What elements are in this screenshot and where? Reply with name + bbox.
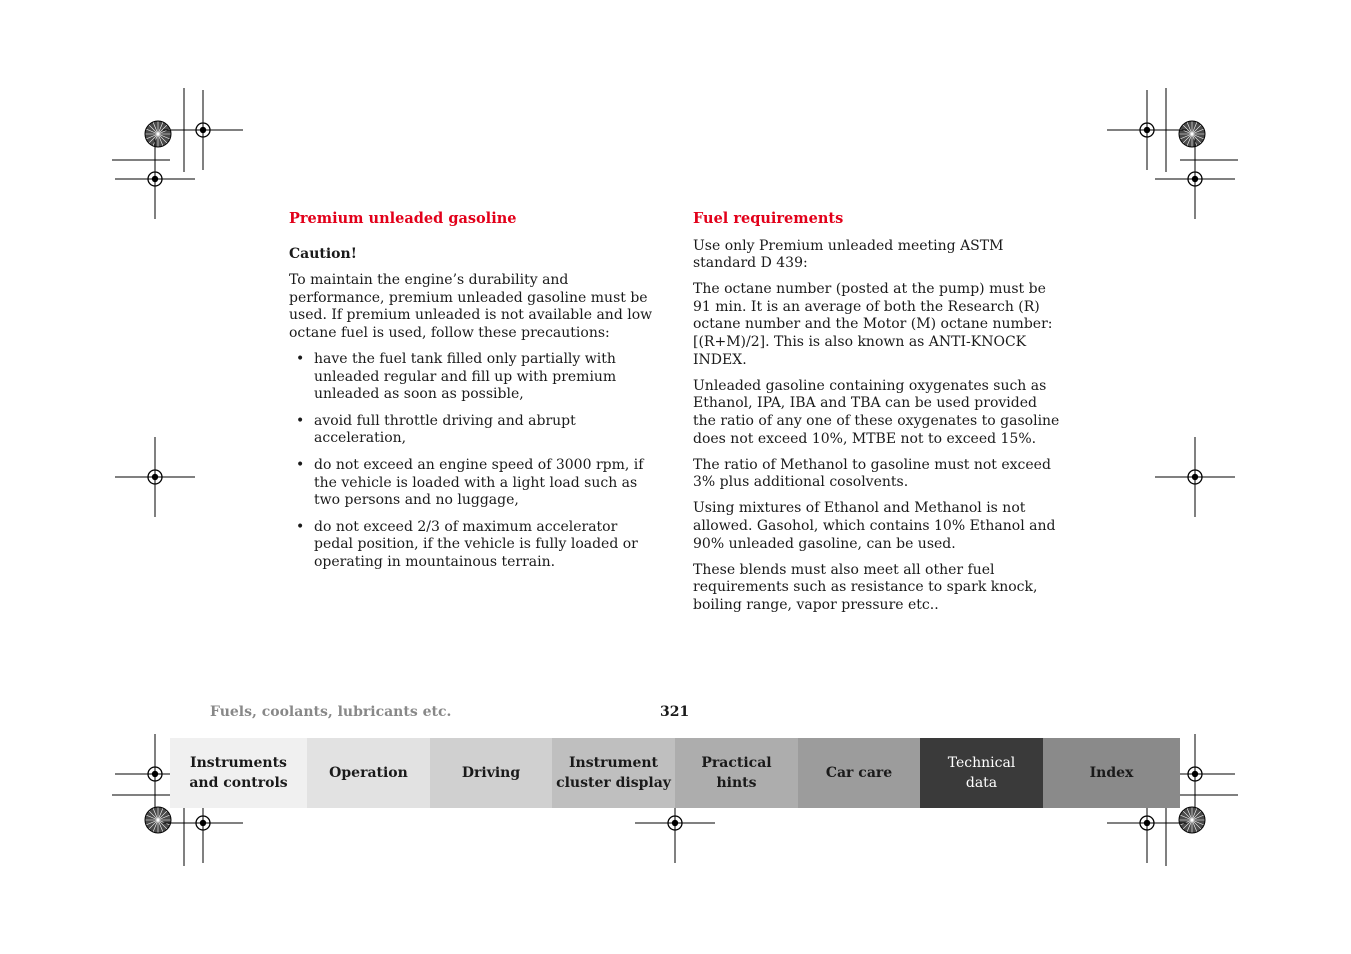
list-item: • have the fuel tank filled only partially with unleaded regular and fill up with premium unleaded as soon as possible, [289,351,659,404]
tab-index[interactable]: Index [1043,738,1180,808]
premium-unleaded-heading: Premium unleaded gasoline [289,210,517,227]
paragraph: Use only Premium unleaded meeting ASTM standard D 439: [693,237,1004,272]
fuel-requirements-heading: Fuel requirements [693,210,844,227]
tab-technical-data[interactable]: Technical data [920,738,1043,808]
list-item: • do not exceed 2/3 of maximum accelerator pedal position, if the vehicle is fully loaded or operating in mountainous terrain. [289,519,659,572]
paragraph: The ratio of Methanol to gasoline must not exceed 3% plus additional cosolvents. [693,456,1051,491]
caution-label: Caution! [289,245,357,262]
paragraph: These blends must also meet all other fuel requirements such as resistance to spark knock, boiling range, vapor pressure etc.. [693,561,1038,613]
tab-instrument-cluster-display[interactable]: Instrument cluster display [552,738,675,808]
list-item: • do not exceed an engine speed of 3000 rpm, if the vehicle is loaded with a light load such as two persons and no luggage, [289,457,659,510]
right-column [693,210,1063,623]
precautions-list [289,351,659,572]
footer-section-title: Fuels, coolants, lubricants etc. [210,704,452,720]
paragraph: The octane number (posted at the pump) must be 91 min. It is an average of both the Research (R) octane number and the Motor (M) octane number: [(R+M)/2]. This is also known as ANTI-KNOCK INDEX. [693,281,1053,368]
paragraph: Using mixtures of Ethanol and Methanol is not allowed. Gasohol, which contains 10% Ethanol and 90% unleaded gasoline, can be used. [693,500,1056,552]
tab-practical-hints[interactable]: Practical hints [675,738,798,808]
left-column [289,210,659,581]
tab-driving[interactable]: Driving [430,738,552,808]
tab-instruments-and-controls[interactable]: Instruments and controls [170,738,307,808]
page-number: 321 [660,704,690,720]
tab-car-care[interactable]: Car care [798,738,920,808]
chapter-navbar [170,738,1180,808]
list-item: • avoid full throttle driving and abrupt acceleration, [289,413,659,448]
paragraph: Unleaded gasoline containing oxygenates such as Ethanol, IPA, IBA and TBA can be used provided the ratio of any one of these oxygenates to gasoline does not exceed 10%, MTBE not to exceed 15%. [693,377,1060,447]
caution-intro: To maintain the engine’s durability and performance, premium unleaded gasoline must be used. If premium unleaded is not available and low octane fuel is used, follow these precautions: [289,272,653,341]
tab-operation[interactable]: Operation [307,738,430,808]
